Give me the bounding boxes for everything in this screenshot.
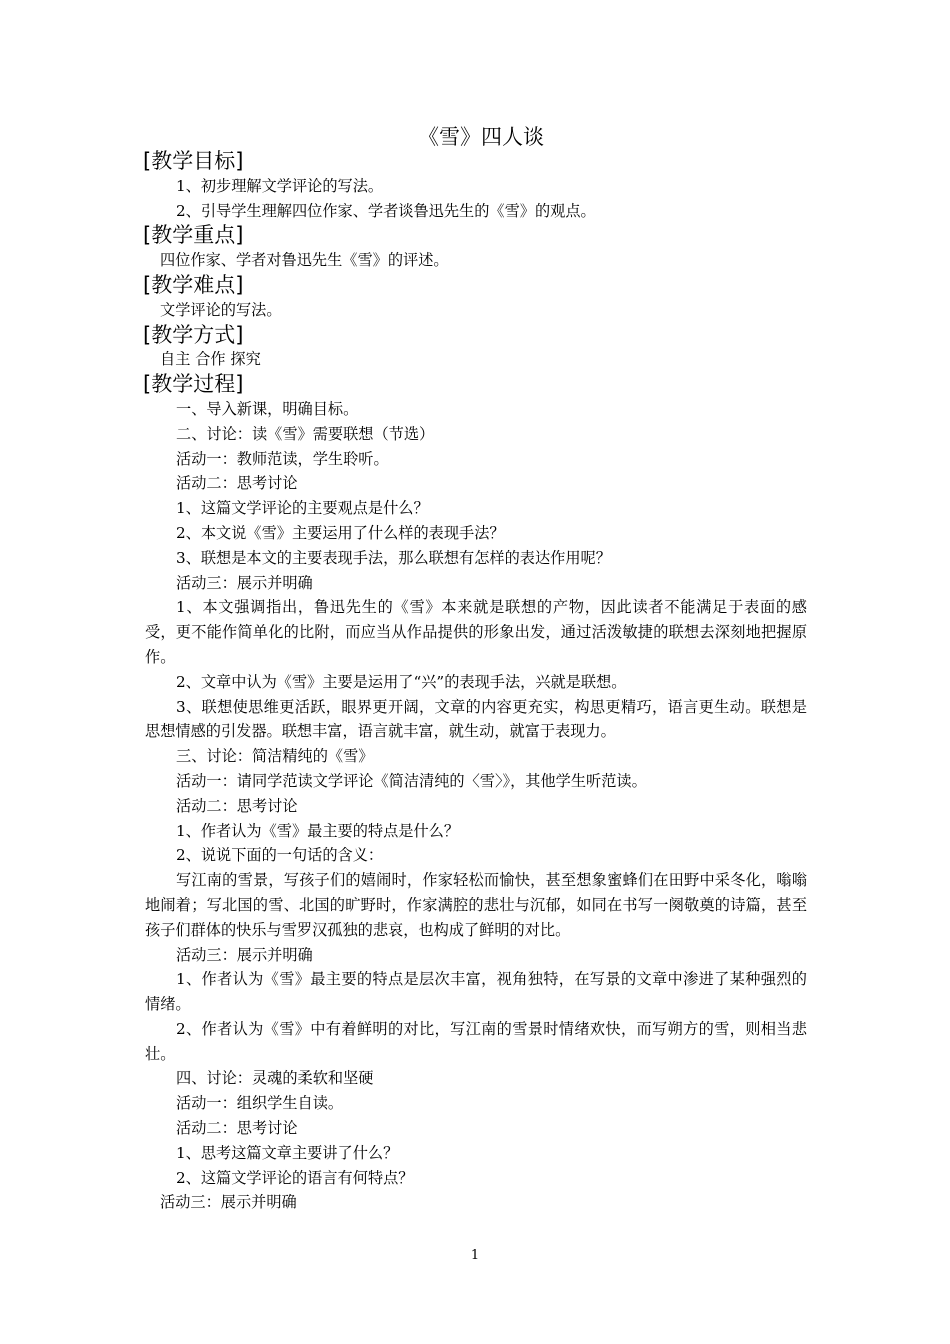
paragraph: 1、本文强调指出，鲁迅先生的《雪》本来就是联想的产物，因此读者不能满足于表面的感受，更不能作简单化的比附，而应当从作品提供的形象出发，通过活泼敏捷的联想去深刻地把握原作。: [145, 598, 807, 666]
document-title: 《雪》四人谈: [418, 125, 544, 149]
page-number: 1: [470, 1248, 480, 1263]
paragraph: 2、说说下面的一句话的含义：: [176, 846, 384, 865]
paragraph: 2、本文说《雪》主要运用了什么样的表现手法？: [176, 523, 505, 542]
paragraph: 活动三：展示并明确: [176, 945, 313, 964]
paragraph: 一、导入新课，明确目标。: [176, 399, 359, 418]
paragraph: 3、联想是本文的主要表现手法，那么联想有怎样的表达作用呢？: [176, 548, 611, 567]
paragraph: 1、思考这篇文章主要讲了什么？: [176, 1143, 399, 1162]
section-heading: [教学重点]: [143, 223, 244, 248]
paragraph: 活动二：思考讨论: [176, 796, 298, 815]
paragraph: 1、这篇文学评论的主要观点是什么？: [176, 499, 429, 518]
paragraph: 2、引导学生理解四位作家、学者谈鲁迅先生的《雪》的观点。: [176, 201, 596, 220]
section-heading: [教学目标]: [143, 149, 244, 173]
paragraph: 四、讨论：灵魂的柔软和坚硬: [176, 1069, 374, 1088]
paragraph: 1、作者认为《雪》最主要的特点是什么？: [176, 821, 460, 840]
paragraph: 2、文章中认为《雪》主要是运用了“兴”的表现手法，兴就是联想。: [176, 672, 627, 691]
paragraph: 二、讨论：读《雪》需要联想（节选）: [176, 424, 435, 443]
paragraph: 活动三：展示并明确: [160, 1193, 297, 1212]
paragraph: 四位作家、学者对鲁迅先生《雪》的评述。: [160, 251, 449, 270]
paragraph: 1、初步理解文学评论的写法。: [176, 176, 384, 195]
document-body: [145, 124, 807, 1215]
paragraph: 2、这篇文学评论的语言有何特点？: [176, 1168, 414, 1187]
section-heading: [教学难点]: [143, 272, 244, 297]
paragraph: 活动二：思考讨论: [176, 474, 298, 493]
paragraph: 自主 合作 探究: [160, 350, 261, 369]
paragraph: 写江南的雪景，写孩子们的嬉闹时，作家轻松而愉快，甚至想象蜜蜂们在田野中采冬化，嗡嗡地闹着；写北国的雪、北国的旷野时，作家满腔的悲壮与沉郁，如同在书写一阕敬奠的诗篇，甚至孩子们群体的快乐与雪罗汉孤独的悲哀，也构成了鲜明的对比。: [145, 871, 807, 939]
paragraph: 活动一：请同学范读文学评论《简洁清纯的〈雪〉》，其他学生听范读。: [176, 771, 647, 790]
paragraph: 文学评论的写法。: [160, 300, 282, 319]
section-heading: [教学过程]: [143, 372, 244, 397]
paragraph: 活动三：展示并明确: [176, 573, 313, 592]
paragraph: 活动二：思考讨论: [176, 1119, 298, 1138]
section-heading: [教学方式]: [143, 322, 244, 347]
sections: [145, 149, 807, 1215]
paragraph: 1、作者认为《雪》最主要的特点是层次丰富，视角独特，在写景的文章中渗进了某种强烈的情绪。: [145, 970, 807, 1014]
paragraph: 三、讨论：简洁精纯的《雪》: [176, 747, 374, 766]
paragraph: 活动一：组织学生自读。: [176, 1094, 344, 1113]
paragraph: 活动一：教师范读，学生聆听。: [176, 449, 389, 468]
paragraph: 3、联想使思维更活跃，眼界更开阔，文章的内容更充实，构思更精巧，语言更生动。联想是思想情感的引发器。联想丰富，语言就丰富，就生动，就富于表现力。: [145, 697, 807, 741]
paragraph: 2、作者认为《雪》中有着鲜明的对比，写江南的雪景时情绪欢快，而写朔方的雪，则相当悲壮。: [145, 1019, 807, 1063]
